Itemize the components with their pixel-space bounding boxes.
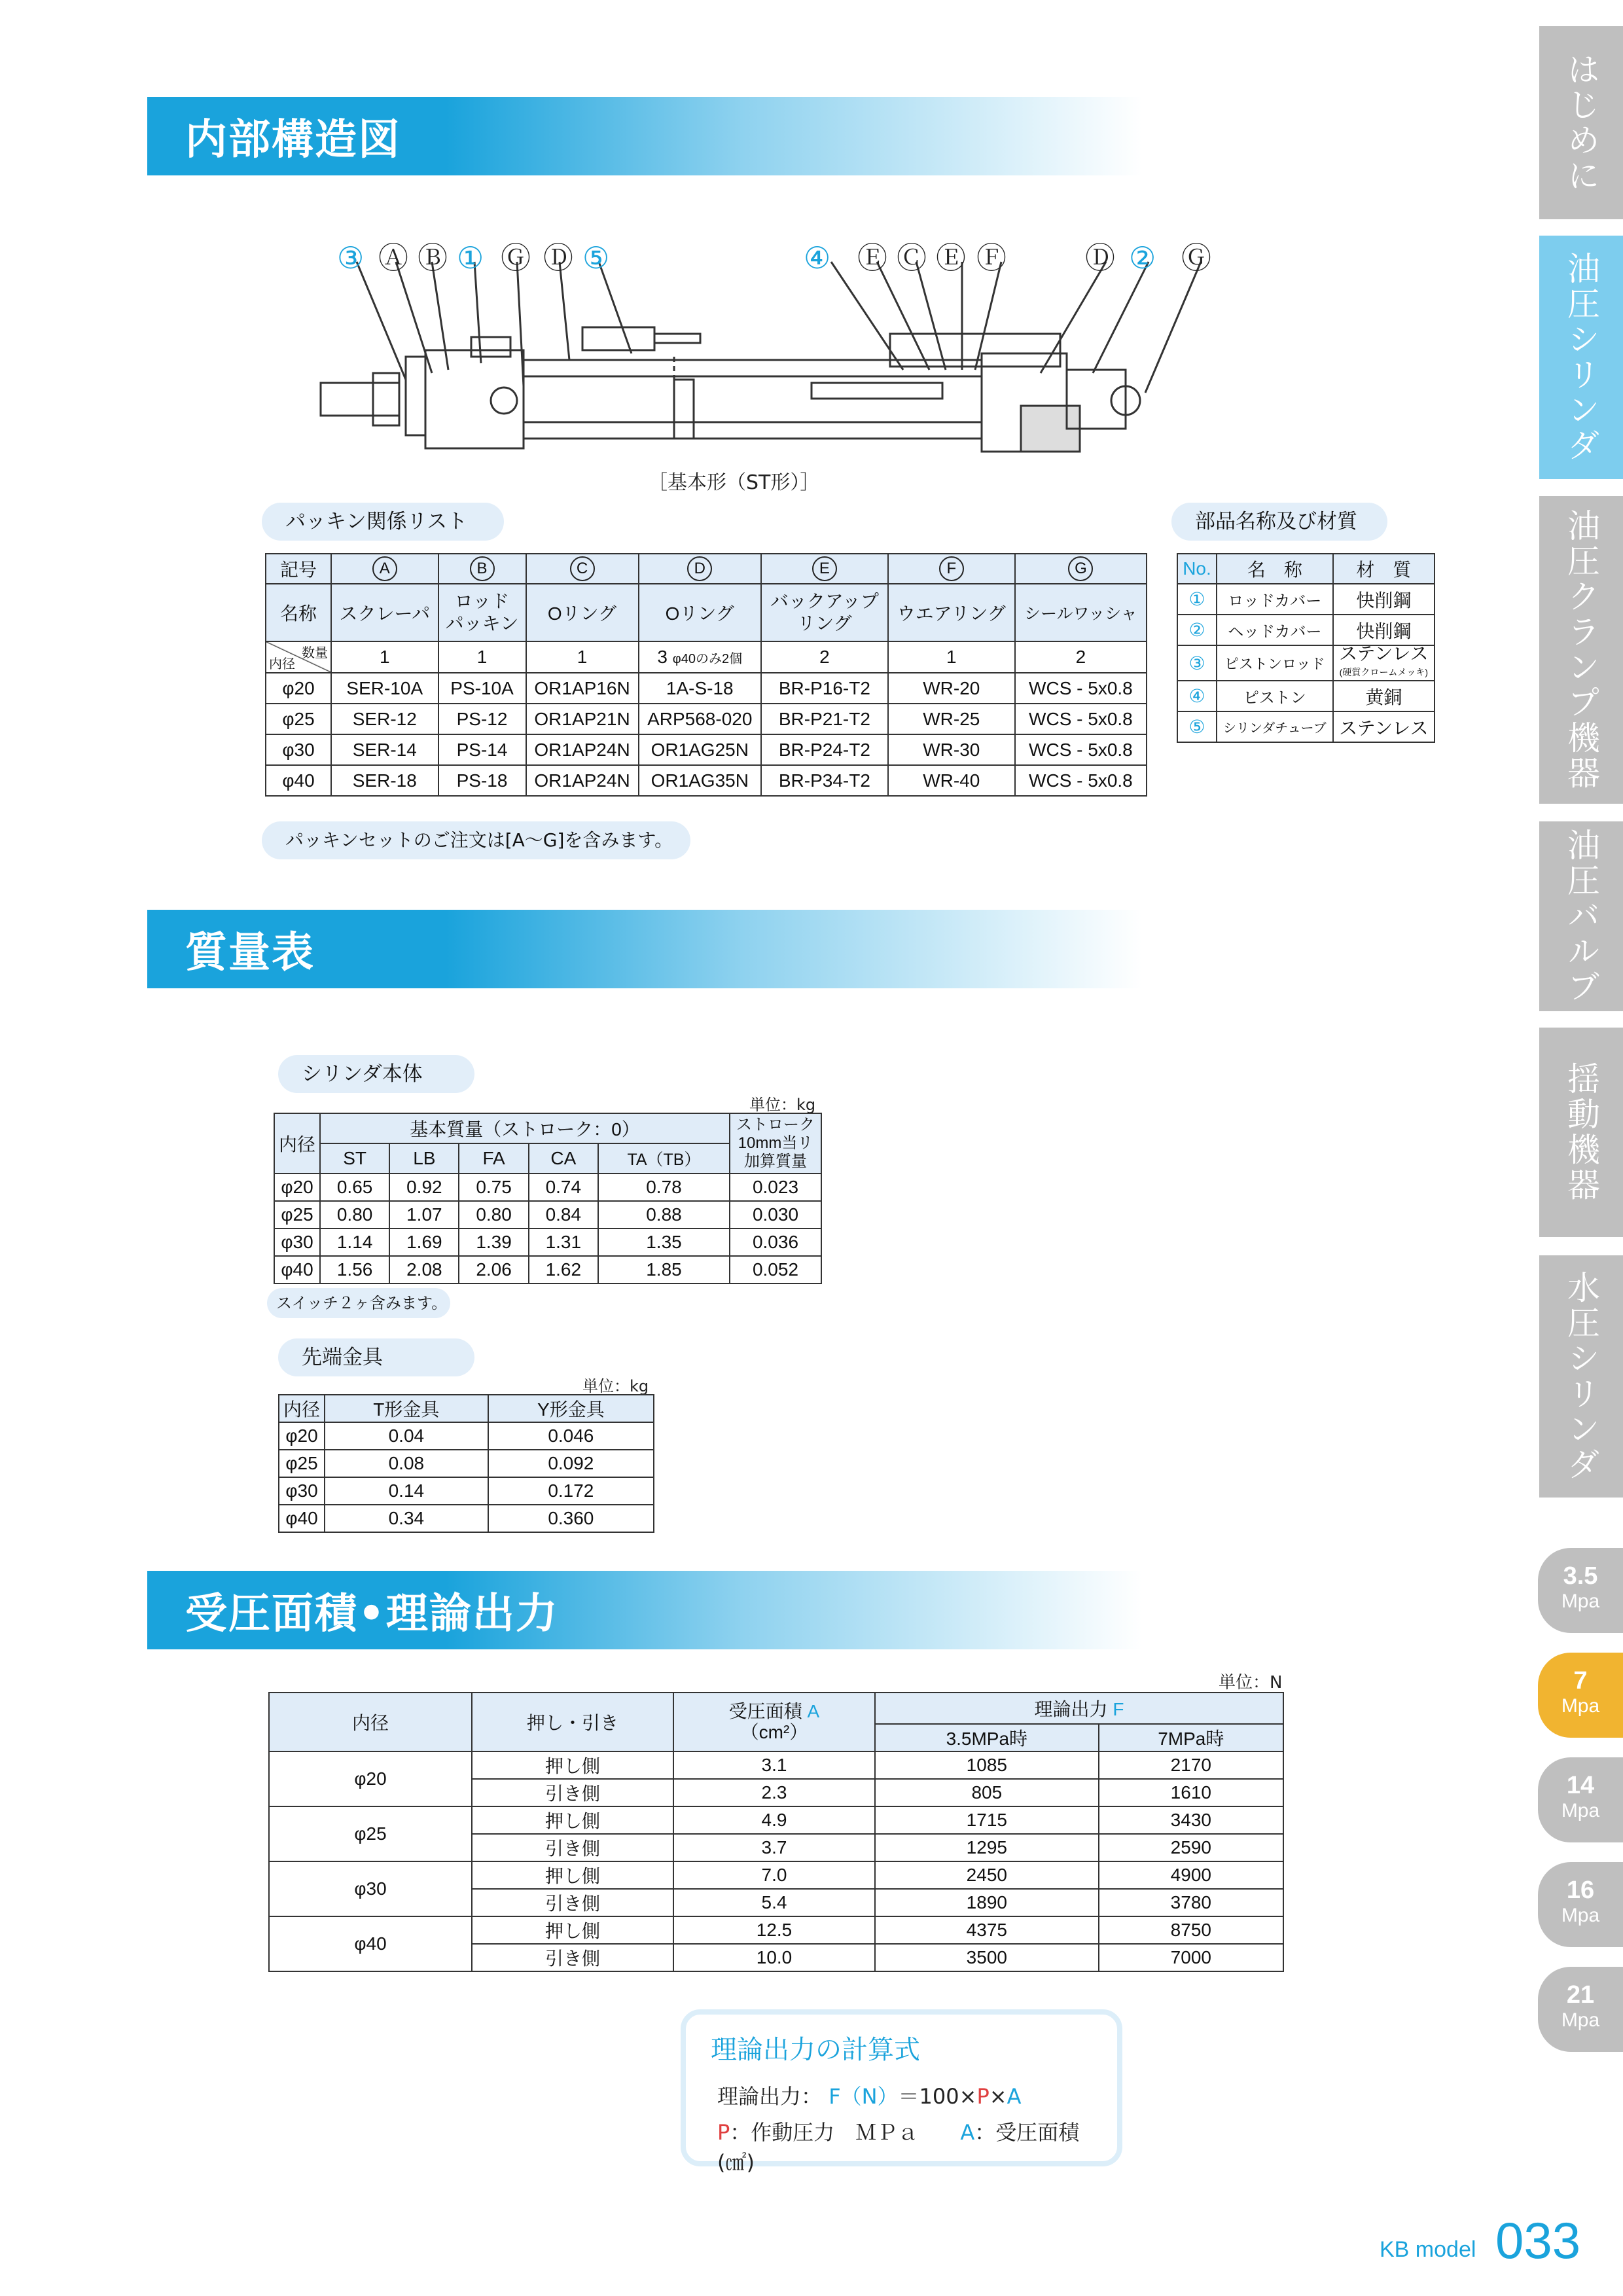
tip-title: 先端金具 (278, 1338, 474, 1376)
tab-intro[interactable]: はじめに (1539, 26, 1623, 219)
table-row: ① ロッドカバー 快削鋼 (1177, 584, 1435, 615)
packing-name-d: Oリング (639, 584, 761, 641)
table-row: φ20 0.65 0.92 0.75 0.74 0.78 0.023 (274, 1174, 821, 1201)
packing-title: パッキン関係リスト (262, 503, 504, 541)
table-row: φ30 1.14 1.69 1.39 1.31 1.35 0.036 (274, 1229, 821, 1256)
table-row: φ40 1.56 2.08 2.06 1.62 1.85 0.052 (274, 1256, 821, 1283)
tab-rotary[interactable]: 揺動機器 (1539, 1028, 1623, 1237)
tip-mass-table: 内径 T形金具 Y形金具 φ20 0.04 0.046 φ25 0.08 0.092 φ30 0.14 0.172 φ40 0.34 0.360 (278, 1394, 654, 1533)
callout-2: ② (1129, 240, 1156, 276)
callout-g: Ⓖ (501, 240, 531, 276)
packing-qty-g: 2 (1015, 641, 1147, 673)
callout-b: Ⓑ (418, 240, 448, 276)
callout-d: Ⓓ (543, 240, 573, 276)
formula-title: 理論出力の計算式 (711, 2035, 920, 2065)
cylinder-title: シリンダ本体 (278, 1055, 474, 1093)
table-row: φ40 0.34 0.360 (279, 1505, 654, 1532)
table-row: ⑤ シリンダチューブ ステンレス (1177, 711, 1435, 742)
cylinder-note: スイッチ２ヶ含みます。 (267, 1288, 450, 1318)
table-row: φ20 押し側 3.1 1085 2170 (269, 1751, 1283, 1779)
packing-qty-a: 1 (331, 641, 438, 673)
packing-qty-f: 1 (888, 641, 1015, 673)
callout-5: ⑤ (582, 240, 610, 276)
packing-header-e: E (812, 556, 837, 581)
callout-e: Ⓔ (857, 240, 887, 276)
packing-name-e: バックアップ リング (761, 584, 888, 641)
packing-header-f: F (939, 556, 964, 581)
table-row: φ20 0.04 0.046 (279, 1422, 654, 1450)
callout-3: ③ (337, 240, 365, 276)
packing-header-a: A (372, 556, 397, 581)
diagram-caption: ［基本形（ST形）］ (648, 471, 820, 494)
mpa-14[interactable]: 14 Mpa (1538, 1757, 1623, 1842)
packing-header-symbol: 記号 (266, 554, 331, 584)
packing-qty-label-cell: 数量 内径 (266, 641, 331, 673)
table-row: 引き側 10.0 3500 7000 (269, 1944, 1283, 1971)
cylinder-unit: 単位：kg (749, 1096, 816, 1114)
tab-hydraulic-cylinder[interactable]: 油圧シリンダ (1539, 236, 1623, 479)
table-row: ② ヘッドカバー 快削鋼 (1177, 615, 1435, 645)
packing-note: パッキンセットのご注文は[A～G]を含みます。 (262, 821, 690, 859)
tab-hydraulic-clamp[interactable]: 油圧クランプ機器 (1539, 496, 1623, 804)
packing-header-b: B (470, 556, 495, 581)
packing-header-d: D (687, 556, 712, 581)
table-row: φ30 押し側 7.0 2450 4900 (269, 1861, 1283, 1889)
table-row: 引き側 5.4 1890 3780 (269, 1889, 1283, 1916)
table-row: φ40 SER-18 PS-18 OR1AP24N OR1AG35N BR-P34-T2 WR-40 WCS - 5x0.8 (266, 765, 1147, 796)
packing-qty-c: 1 (526, 641, 639, 673)
packing-table (265, 553, 1147, 797)
section-header-mass: 質量表 (147, 910, 1142, 988)
packing-qty-b: 1 (438, 641, 526, 673)
tab-water-cylinder[interactable]: 水圧シリンダ (1539, 1255, 1623, 1498)
mpa-35[interactable]: 3.5 Mpa (1538, 1548, 1623, 1633)
section-header-area: 受圧面積•理論出力 (147, 1571, 1142, 1649)
footer-model: KB model (1380, 2237, 1476, 2262)
callout-c: Ⓒ (897, 240, 927, 276)
table-row: ③ ピストンロッド ステンレス (硬質クロームメッキ) (1177, 645, 1435, 681)
table-row: φ40 押し側 12.5 4375 8750 (269, 1916, 1283, 1944)
packing-name-f: ウエアリング (888, 584, 1015, 641)
table-row: φ25 押し側 4.9 1715 3430 (269, 1806, 1283, 1834)
packing-header-c: C (570, 556, 595, 581)
table-row: φ30 SER-14 PS-14 OR1AP24N OR1AG25N BR-P24-T2 WR-30 WCS - 5x0.8 (266, 734, 1147, 765)
force-unit: 単位：N (1219, 1673, 1283, 1693)
table-row: 引き側 2.3 805 1610 (269, 1779, 1283, 1806)
packing-header-g: G (1068, 556, 1093, 581)
parts-title: 部品名称及び材質 (1171, 503, 1387, 541)
table-row: 引き側 3.7 1295 2590 (269, 1834, 1283, 1861)
callout-1: ① (457, 240, 484, 276)
force-table: 内径 押し・引き 受圧面積 A （cm²） 理論出力 F 3.5MPa時 7MPa時 φ20 押し側 3.1 1085 2170 引き側 2.3 805 1610 φ25 押し側 4.9 1715 3430 引き側 3.7 1295 2590 φ30 押し側 7.0 2450 4900 引き側 5.4 1890 3780 φ40 押し側 12.5 4375 8750 引き側 10.0 3500 7000 (268, 1692, 1284, 1972)
callout-d2: Ⓓ (1085, 240, 1115, 276)
table-row: ④ ピストン 黄銅 (1177, 681, 1435, 711)
callout-e2: Ⓔ (936, 240, 966, 276)
packing-name-c: Oリング (526, 584, 639, 641)
section-header-structure: 内部構造図 (147, 97, 1142, 175)
formula-line2: P：作動圧力 ＭＰａ A：受圧面積 (㎠) (717, 2120, 1101, 2175)
table-row: φ20 SER-10A PS-10A OR1AP16N 1A-S-18 BR-P16-T2 WR-20 WCS - 5x0.8 (266, 673, 1147, 704)
table-row: φ25 SER-12 PS-12 OR1AP21N ARP568-020 BR-P21-T2 WR-25 WCS - 5x0.8 (266, 704, 1147, 734)
packing-name-label: 名称 (266, 584, 331, 641)
mpa-16[interactable]: 16 Mpa (1538, 1862, 1623, 1947)
table-row: φ25 0.08 0.092 (279, 1450, 654, 1477)
packing-qty-d: 3 φ40のみ2個 (639, 641, 761, 673)
formula-line1: 理論出力： F（N）＝100×P×A (717, 2084, 1022, 2109)
packing-name-b: ロッド パッキン (438, 584, 526, 641)
cylinder-mass-table: 内径 基本質量（ストローク：0） ストローク 10mm当リ 加算質量 ST LB FA CA TA（TB） φ20 0.65 0.92 0.75 0.74 0.78 0.023 φ25 0.80 1.07 0.80 0.84 0.88 0.030 φ30 1.14 1.69 1.39 1.31 1.35 0.036 φ40 1.56 2.08 2.06 1.62 1.85 0.052 (274, 1113, 822, 1284)
parts-table: No. 名 称 材 質 ① ロッドカバー 快削鋼 ② ヘッドカバー 快削鋼 ③ ピストンロッド ステンレス (硬質クロームメッキ) ④ ピストン 黄銅 ⑤ シリンダチューブ ステンレス (1177, 553, 1435, 743)
table-row: φ30 0.14 0.172 (279, 1477, 654, 1505)
packing-name-a: スクレーパ (331, 584, 438, 641)
tab-hydraulic-valve[interactable]: 油圧バルブ (1539, 821, 1623, 1011)
mpa-7[interactable]: 7 Mpa (1538, 1653, 1623, 1738)
packing-name-g: シールワッシャ (1015, 584, 1147, 641)
packing-qty-e: 2 (761, 641, 888, 673)
callout-f: Ⓕ (976, 240, 1007, 276)
table-row: φ25 0.80 1.07 0.80 0.84 0.88 0.030 (274, 1201, 821, 1229)
callout-a: Ⓐ (378, 240, 408, 276)
tip-unit: 単位：kg (582, 1377, 649, 1395)
callout-4: ④ (804, 240, 831, 276)
callout-g2: Ⓖ (1181, 240, 1211, 276)
mpa-21[interactable]: 21 Mpa (1538, 1967, 1623, 2052)
page-number: 033 (1495, 2212, 1581, 2269)
formula-box (681, 2009, 1122, 2175)
